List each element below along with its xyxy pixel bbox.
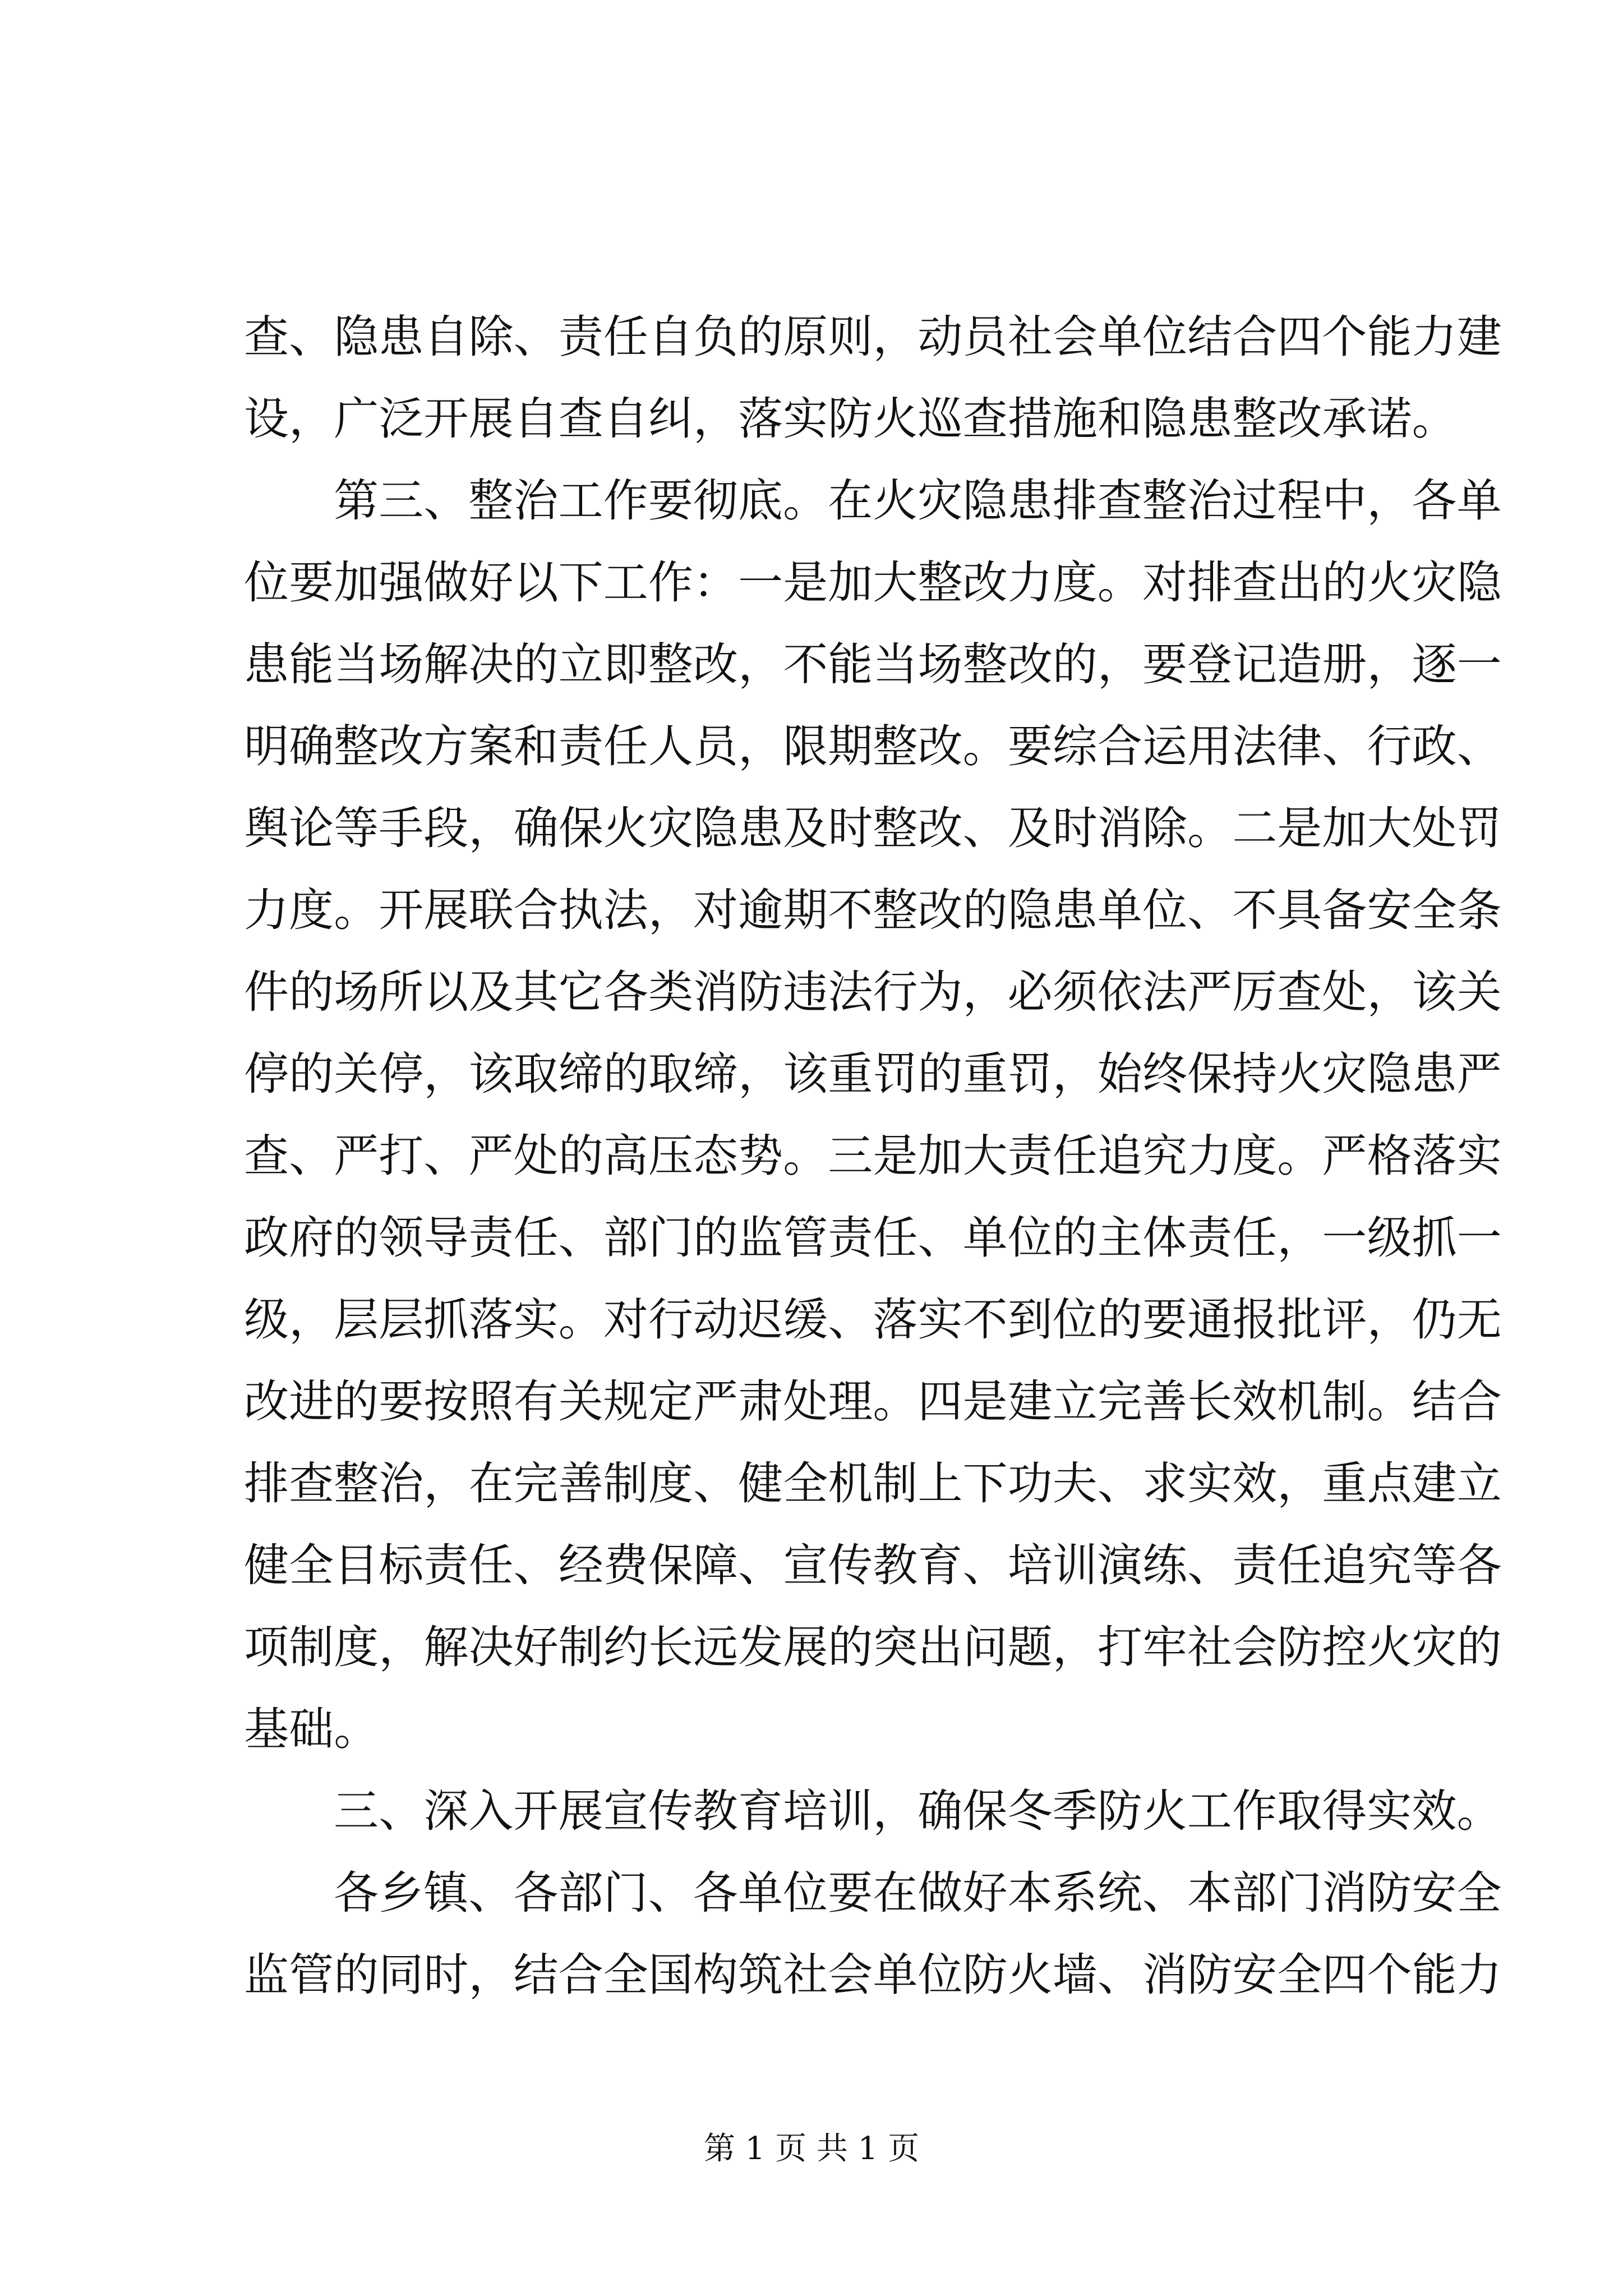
text-line: 级，层层抓落实。对行动迟缓、落实不到位的要通报批评，仍无 bbox=[244, 1294, 1502, 1346]
text-line: 排查整治，在完善制度、健全机制上下功夫、求实效，重点建立 bbox=[244, 1457, 1502, 1510]
text-line: 查、严打、严处的高压态势。三是加大责任追究力度。严格落实 bbox=[244, 1130, 1502, 1182]
document-body bbox=[244, 296, 1502, 2016]
text-line: 舆论等手段，确保火灾隐患及时整改、及时消除。二是加大处罚 bbox=[244, 802, 1502, 854]
text-line: 第三、整治工作要彻底。在火灾隐患排查整治过程中，各单 bbox=[334, 475, 1502, 527]
text-line: 各乡镇、各部门、各单位要在做好本系统、本部门消防安全 bbox=[334, 1867, 1502, 1919]
text-line: 患能当场解决的立即整改，不能当场整改的，要登记造册，逐一 bbox=[244, 638, 1502, 691]
text-line: 停的关停，该取缔的取缔，该重罚的重罚，始终保持火灾隐患严 bbox=[244, 1048, 1502, 1100]
text-line: 查、隐患自除、责任自负的原则，动员社会单位结合四个能力建 bbox=[244, 311, 1502, 363]
text-line: 位要加强做好以下工作：一是加大整改力度。对排查出的火灾隐 bbox=[244, 556, 1502, 609]
text-line: 政府的领导责任、部门的监管责任、单位的主体责任，一级抓一 bbox=[244, 1212, 1502, 1264]
text-line: 监管的同时，结合全国构筑社会单位防火墙、消防安全四个能力 bbox=[244, 1949, 1502, 2001]
text-line: 件的场所以及其它各类消防违法行为，必须依法严厉查处，该关 bbox=[244, 966, 1502, 1018]
text-line: 明确整改方案和责任人员，限期整改。要综合运用法律、行政、 bbox=[244, 720, 1502, 772]
text-line: 力度。开展联合执法，对逾期不整改的隐患单位、不具备安全条 bbox=[244, 884, 1502, 936]
text-line: 基础。 bbox=[244, 1703, 379, 1755]
text-line: 三、深入开展宣传教育培训，确保冬季防火工作取得实效。 bbox=[334, 1785, 1502, 1837]
text-line: 设，广泛开展自查自纠，落实防火巡查措施和隐患整改承诺。 bbox=[244, 393, 1457, 445]
text-line: 项制度，解决好制约长远发展的突出问题，打牢社会防控火灾的 bbox=[244, 1621, 1502, 1673]
text-line: 改进的要按照有关规定严肃处理。四是建立完善长效机制。结合 bbox=[244, 1375, 1502, 1428]
text-line: 健全目标责任、经费保障、宣传教育、培训演练、责任追究等各 bbox=[244, 1539, 1502, 1591]
page-footer: 第 1 页 共 1 页 bbox=[703, 2131, 920, 2167]
